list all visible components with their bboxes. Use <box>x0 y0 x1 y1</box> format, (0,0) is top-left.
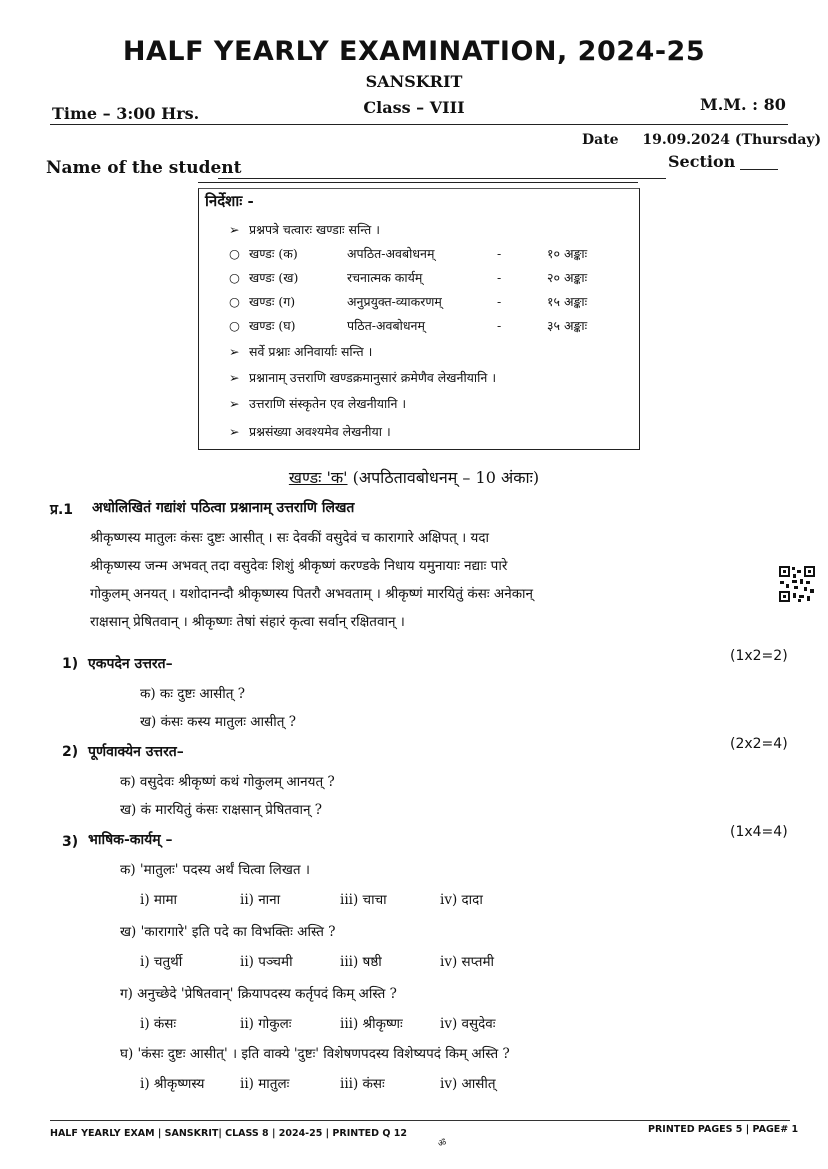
circle-bullet-icon: ○ <box>229 294 240 309</box>
mcq-options <box>140 952 540 970</box>
instruction-row <box>229 221 380 238</box>
class-label: Class – VIII <box>363 98 465 117</box>
mcq-option[interactable]: ii) गोकुलः <box>240 1016 292 1032</box>
student-name-label: Name of the student <box>46 158 242 178</box>
section-a-heading <box>0 466 828 488</box>
instruction-text: सर्वे प्रश्नाः अनिवार्याः सन्ति । <box>249 344 373 359</box>
date-value: 19.09.2024 (Thursday) <box>642 132 822 148</box>
section-a-label: खण्डः 'क' <box>288 468 348 487</box>
mcq-option[interactable]: ii) पञ्चमी <box>240 954 293 970</box>
instruction-row <box>229 269 587 286</box>
mcq-option[interactable]: i) श्रीकृष्णस्य <box>140 1076 205 1092</box>
date-label: Date <box>582 132 619 148</box>
mcq-option[interactable]: iv) दादा <box>440 892 483 908</box>
max-marks: M.M. : 80 <box>700 95 786 114</box>
section-marks: ३५ अङ्काः <box>547 318 588 333</box>
section-code: खण्डः (ख) <box>249 270 299 285</box>
instruction-row <box>229 245 587 262</box>
instruction-text: प्रश्नसंख्या अवश्यमेव लेखनीया । <box>249 424 391 439</box>
sub-question-number: 2) <box>62 744 79 760</box>
instruction-text: उत्तराणि संस्कृतेन एव लेखनीयानि । <box>249 396 407 411</box>
dash: - <box>497 294 502 309</box>
arrow-bullet-icon: ➢ <box>229 370 240 385</box>
sub-question-item: ख) कं मारयितुं कंसः राक्षसान् प्रेषितवान् ? <box>120 802 322 818</box>
mcq-question: ख) 'कारागारे' इति पदे का विभक्तिः अस्ति ? <box>120 924 336 940</box>
mcq-question: क) 'मातुलः' पदस्य अर्थं चित्वा लिखत । <box>120 862 310 878</box>
mcq-option[interactable]: ii) नाना <box>240 892 281 908</box>
mcq-option[interactable]: iii) कंसः <box>340 1076 385 1092</box>
section-name: अनुप्रयुक्त-व्याकरणम् <box>347 294 442 309</box>
sub-question-item: क) कः दुष्टः आसीत् ? <box>140 686 246 702</box>
sub-question-number: 1) <box>62 656 79 672</box>
marks-allocation: (1x4=4) <box>730 824 788 840</box>
instruction-row <box>229 395 406 412</box>
question-number: प्र.1 <box>50 502 74 518</box>
passage-line: गोकुलम् अनयत् । यशोदानन्दौ श्रीकृष्णस्य पितरौ अभवताम् । श्रीकृष्णं मारयितुं कंसः अनेकान् <box>90 586 534 602</box>
mcq-option[interactable]: ii) मातुलः <box>240 1076 290 1092</box>
footer-symbol: ॐ <box>438 1139 447 1149</box>
section-code: खण्डः (क) <box>249 246 298 261</box>
section-code: खण्डः (घ) <box>249 318 296 333</box>
mcq-option[interactable]: iii) श्रीकृष्णः <box>340 1016 403 1032</box>
section-marks: २० अङ्काः <box>547 270 588 285</box>
arrow-bullet-icon: ➢ <box>229 396 240 411</box>
section-name: पठित-अवबोधनम् <box>347 318 425 333</box>
section-label: Section <box>668 152 736 171</box>
question-text: अधोलिखितं गद्यांशं पठित्वा प्रश्नानाम् उत्तराणि लिखत <box>92 500 355 516</box>
instruction-row <box>229 293 587 310</box>
passage-line: श्रीकृष्णस्य मातुलः कंसः दुष्टः आसीत् । सः देवकीं वसुदेवं च कारागारे अक्षिपत् । यदा <box>90 530 490 546</box>
section-code: खण्डः (ग) <box>249 294 296 309</box>
circle-bullet-icon: ○ <box>229 246 240 261</box>
instructions-box <box>198 188 640 450</box>
mcq-option[interactable]: iv) आसीत् <box>440 1076 496 1092</box>
instruction-row <box>229 423 391 440</box>
subject-name: SANSKRIT <box>365 72 463 91</box>
instructions-top-border <box>198 182 638 183</box>
passage-line: श्रीकृष्णस्य जन्म अभवत् तदा वसुदेवः शिशुं श्रीकृष्णं करण्डके निधाय यमुनायाः नद्याः पारे <box>90 558 508 574</box>
section-marks: १५ अङ्काः <box>547 294 588 309</box>
sub-question-item: ख) कंसः कस्य मातुलः आसीत् ? <box>140 714 296 730</box>
dash: - <box>497 270 502 285</box>
mcq-options <box>140 1014 540 1032</box>
section-name: रचनात्मक कार्यम् <box>347 270 423 285</box>
exam-title: HALF YEARLY EXAMINATION, 2024-25 <box>122 36 706 67</box>
mcq-option[interactable]: i) चतुर्थी <box>140 954 183 970</box>
mcq-option[interactable]: iii) चाचा <box>340 892 387 908</box>
instruction-text: प्रश्नपत्रे चत्वारः खण्डाः सन्ति । <box>249 222 380 237</box>
circle-bullet-icon: ○ <box>229 318 240 333</box>
footer-divider <box>50 1120 790 1121</box>
instruction-row <box>229 343 372 360</box>
arrow-bullet-icon: ➢ <box>229 222 240 237</box>
instructions-heading: निर्देशाः - <box>205 192 254 210</box>
section-field[interactable] <box>740 169 778 170</box>
circle-bullet-icon: ○ <box>229 270 240 285</box>
instruction-row <box>229 369 496 386</box>
arrow-bullet-icon: ➢ <box>229 344 240 359</box>
arrow-bullet-icon: ➢ <box>229 424 240 439</box>
sub-question-heading: भाषिक-कार्यम् – <box>88 832 173 848</box>
section-marks: १० अङ्काः <box>547 246 588 261</box>
header-divider <box>50 124 788 125</box>
sub-question-item: क) वसुदेवः श्रीकृष्णं कथं गोकुलम् आनयत् ? <box>120 774 335 790</box>
mcq-question: घ) 'कंसः दुष्टः आसीत्' । इति वाक्ये 'दुष्टः' विशेषणपदस्य विशेष्यपदं किम् अस्ति ? <box>120 1046 510 1062</box>
passage-line: राक्षसान् प्रेषितवान् । श्रीकृष्णः तेषां संहारं कृत्वा सर्वान् रक्षितवान् । <box>90 614 405 630</box>
mcq-question: ग) अनुच्छेदे 'प्रेषितवान्' क्रियापदस्य कर्तृपदं किम् अस्ति ? <box>120 986 397 1002</box>
instruction-text: प्रश्नानाम् उत्तराणि खण्डक्रमानुसारं क्रमेणैव लेखनीयानि । <box>249 370 497 385</box>
sub-question-heading: पूर्णवाक्येन उत्तरत– <box>88 744 184 760</box>
mcq-options <box>140 1074 540 1092</box>
mcq-option[interactable]: i) कंसः <box>140 1016 177 1032</box>
sub-question-number: 3) <box>62 834 79 850</box>
student-name-field[interactable] <box>218 178 666 179</box>
marks-allocation: (1x2=2) <box>730 648 788 664</box>
mcq-option[interactable]: iv) सप्तमी <box>440 954 495 970</box>
sub-question-heading: एकपदेन उत्तरत– <box>88 656 173 672</box>
marks-allocation: (2x2=4) <box>730 736 788 752</box>
instruction-row <box>229 317 587 334</box>
footer-right: PRINTED PAGES 5 | PAGE# 1 <box>648 1124 799 1135</box>
footer-left: HALF YEARLY EXAM | SANSKRIT| CLASS 8 | 2024-25 | PRINTED Q 12 <box>50 1128 407 1139</box>
dash: - <box>497 318 502 333</box>
exam-date <box>582 132 821 148</box>
exam-time: Time – 3:00 Hrs. <box>52 104 200 123</box>
dash: - <box>497 246 502 261</box>
mcq-options <box>140 890 540 908</box>
mcq-option[interactable]: iv) वसुदेवः <box>440 1016 496 1032</box>
section-name: अपठित-अवबोधनम् <box>347 246 435 261</box>
mcq-option[interactable]: i) मामा <box>140 892 178 908</box>
section-a-title: (अपठितावबोधनम् – 10 अंकाः) <box>352 468 540 487</box>
mcq-option[interactable]: iii) षष्ठी <box>340 954 382 970</box>
qr-code-icon <box>778 565 816 603</box>
